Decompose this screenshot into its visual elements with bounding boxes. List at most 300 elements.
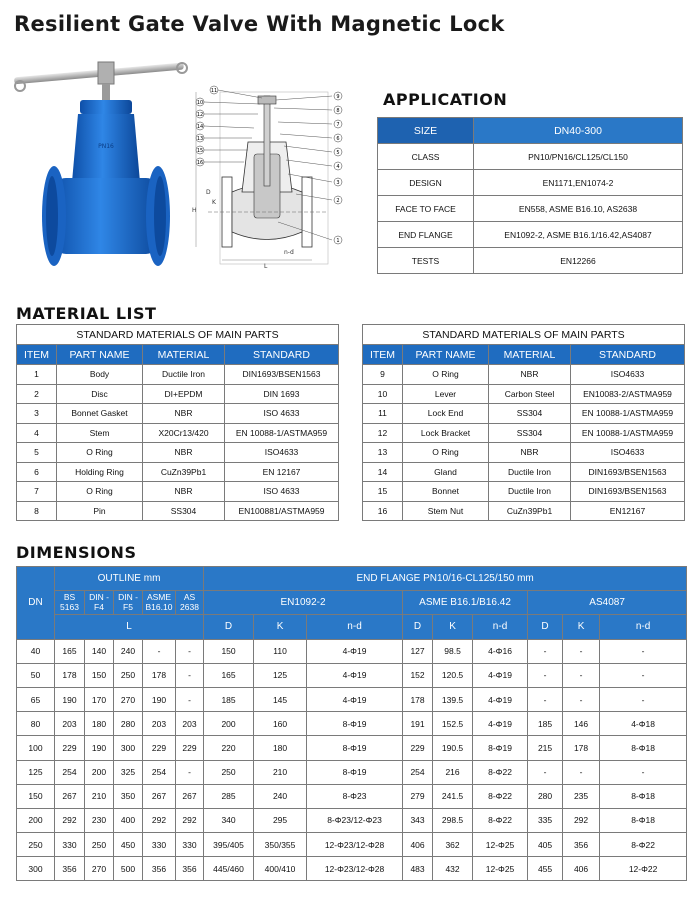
dimension-cell: - bbox=[563, 639, 600, 663]
dimension-cell: 8-Φ22 bbox=[600, 833, 687, 857]
dimension-cell: - bbox=[528, 760, 563, 784]
dn-cell: 200 bbox=[17, 808, 55, 832]
dimension-cell: 4-Φ19 bbox=[473, 663, 528, 687]
part-name: Holding Ring bbox=[57, 462, 143, 482]
dimension-cell: 406 bbox=[563, 857, 600, 881]
dimension-cell: 8-Φ22 bbox=[473, 760, 528, 784]
outline-col-din-f5: DIN -F5 bbox=[114, 591, 143, 615]
dimension-cell: - bbox=[176, 663, 204, 687]
application-heading: APPLICATION bbox=[383, 90, 508, 109]
material-row bbox=[17, 443, 339, 463]
application-label: TESTS bbox=[378, 248, 474, 274]
dimension-cell: 4-Φ19 bbox=[307, 663, 403, 687]
dimension-cell: 8-Φ19 bbox=[473, 736, 528, 760]
application-row bbox=[378, 144, 683, 170]
dimension-row bbox=[17, 712, 687, 736]
part-name: Lock Bracket bbox=[403, 423, 489, 443]
standard: EN 10088-1/ASTMA959 bbox=[225, 423, 339, 443]
dimension-cell: 185 bbox=[204, 687, 254, 711]
item-number: 15 bbox=[363, 482, 403, 502]
dimension-cell: 190 bbox=[85, 736, 114, 760]
svg-text:9: 9 bbox=[336, 94, 340, 100]
item-number: 9 bbox=[363, 365, 403, 385]
dimension-cell: - bbox=[600, 760, 687, 784]
dimension-cell: 8-Φ22 bbox=[473, 808, 528, 832]
materials-caption: STANDARD MATERIALS OF MAIN PARTS bbox=[17, 325, 339, 345]
column-header: MATERIAL bbox=[143, 345, 225, 365]
standard: ISO4633 bbox=[571, 443, 685, 463]
dimension-cell: 12-Φ25 bbox=[473, 857, 528, 881]
dimension-cell: - bbox=[600, 663, 687, 687]
application-value: PN10/PN16/CL125/CL150 bbox=[474, 144, 683, 170]
material-row bbox=[17, 384, 339, 404]
dimension-cell: 432 bbox=[433, 857, 473, 881]
dimension-cell: 146 bbox=[563, 712, 600, 736]
dimension-cell: - bbox=[563, 687, 600, 711]
material: Ductile Iron bbox=[489, 462, 571, 482]
part-name: Stem bbox=[57, 423, 143, 443]
group-as4087: AS4087 bbox=[528, 591, 687, 615]
dimension-cell: 110 bbox=[254, 639, 307, 663]
materials-right-body bbox=[363, 365, 685, 521]
part-name: Gland bbox=[403, 462, 489, 482]
material: SS304 bbox=[489, 404, 571, 424]
dimension-cell: 160 bbox=[254, 712, 307, 736]
sub-col-d: D bbox=[403, 615, 433, 639]
part-name: Bonnet Gasket bbox=[57, 404, 143, 424]
svg-text:n-d: n-d bbox=[284, 249, 294, 256]
dimension-cell: 280 bbox=[114, 712, 143, 736]
dimension-cell: 292 bbox=[55, 808, 85, 832]
item-number: 16 bbox=[363, 501, 403, 521]
dimension-cell: - bbox=[600, 639, 687, 663]
standard: EN10083-2/ASTMA959 bbox=[571, 384, 685, 404]
sub-col-k: K bbox=[254, 615, 307, 639]
item-number: 7 bbox=[17, 482, 57, 502]
dimension-cell: 270 bbox=[114, 687, 143, 711]
dimension-cell: 229 bbox=[55, 736, 85, 760]
part-name: O Ring bbox=[403, 365, 489, 385]
part-name: Stem Nut bbox=[403, 501, 489, 521]
material-row bbox=[17, 501, 339, 521]
application-label: FACE TO FACE bbox=[378, 196, 474, 222]
dimension-cell: 229 bbox=[403, 736, 433, 760]
dimension-cell: 455 bbox=[528, 857, 563, 881]
length-header: L bbox=[55, 615, 204, 639]
item-number: 11 bbox=[363, 404, 403, 424]
dimension-cell: 170 bbox=[85, 687, 114, 711]
sub-col-d: D bbox=[528, 615, 563, 639]
dimensions-body bbox=[17, 639, 687, 881]
dimension-cell: 150 bbox=[204, 639, 254, 663]
dimension-cell: - bbox=[600, 687, 687, 711]
standard: ISO4633 bbox=[225, 443, 339, 463]
application-label: DESIGN bbox=[378, 170, 474, 196]
item-number: 14 bbox=[363, 462, 403, 482]
dimension-cell: 12-Φ22 bbox=[600, 857, 687, 881]
item-number: 13 bbox=[363, 443, 403, 463]
dimension-cell: 140 bbox=[85, 639, 114, 663]
material: SS304 bbox=[143, 501, 225, 521]
dimension-cell: 210 bbox=[254, 760, 307, 784]
part-name: O Ring bbox=[57, 482, 143, 502]
valve-cross-section-drawing bbox=[188, 82, 353, 272]
dimension-cell: - bbox=[176, 639, 204, 663]
dimension-cell: 483 bbox=[403, 857, 433, 881]
material: DI+EPDM bbox=[143, 384, 225, 404]
dimension-cell: 292 bbox=[176, 808, 204, 832]
part-name: Lock End bbox=[403, 404, 489, 424]
dimension-cell: 8-Φ22 bbox=[473, 784, 528, 808]
dimension-cell: 400 bbox=[114, 808, 143, 832]
dimension-cell: 152 bbox=[403, 663, 433, 687]
dimension-cell: 8-Φ23/12-Φ23 bbox=[307, 808, 403, 832]
dimension-cell: 240 bbox=[114, 639, 143, 663]
material: NBR bbox=[489, 443, 571, 463]
dimension-cell: 240 bbox=[254, 784, 307, 808]
dn-cell: 125 bbox=[17, 760, 55, 784]
sub-col-nd: n-d bbox=[307, 615, 403, 639]
dimension-cell: 4-Φ19 bbox=[307, 639, 403, 663]
material: SS304 bbox=[489, 423, 571, 443]
dimensions-table bbox=[16, 566, 687, 881]
dimension-cell: 362 bbox=[433, 833, 473, 857]
outline-col-din-f4: DIN -F4 bbox=[85, 591, 114, 615]
dimension-row bbox=[17, 736, 687, 760]
materials-caption: STANDARD MATERIALS OF MAIN PARTS bbox=[363, 325, 685, 345]
sub-col-nd: n-d bbox=[473, 615, 528, 639]
dimension-row bbox=[17, 784, 687, 808]
application-label: CLASS bbox=[378, 144, 474, 170]
dimension-row bbox=[17, 833, 687, 857]
dimension-cell: 98.5 bbox=[433, 639, 473, 663]
materials-header-row bbox=[17, 345, 339, 365]
dimension-cell: 298.5 bbox=[433, 808, 473, 832]
material-list-heading: MATERIAL LIST bbox=[16, 304, 157, 323]
dimension-cell: 12-Φ23/12-Φ28 bbox=[307, 833, 403, 857]
dimension-cell: - bbox=[528, 639, 563, 663]
svg-text:H: H bbox=[192, 207, 197, 214]
dimension-cell: 4-Φ19 bbox=[307, 687, 403, 711]
column-header: MATERIAL bbox=[489, 345, 571, 365]
standard: ISO 4633 bbox=[225, 404, 339, 424]
item-number: 5 bbox=[17, 443, 57, 463]
column-header: STANDARD bbox=[225, 345, 339, 365]
dimension-cell: 12-Φ25 bbox=[473, 833, 528, 857]
standard: EN100881/ASTMA959 bbox=[225, 501, 339, 521]
dimension-cell: 450 bbox=[114, 833, 143, 857]
dimension-cell: 203 bbox=[55, 712, 85, 736]
item-number: 4 bbox=[17, 423, 57, 443]
column-header: STANDARD bbox=[571, 345, 685, 365]
dimension-cell: 267 bbox=[55, 784, 85, 808]
dimension-cell: 292 bbox=[563, 808, 600, 832]
svg-text:13: 13 bbox=[196, 136, 204, 142]
dimension-cell: 190.5 bbox=[433, 736, 473, 760]
outline-col-asme: ASME B16.10 bbox=[143, 591, 176, 615]
svg-text:4: 4 bbox=[336, 164, 340, 170]
material: NBR bbox=[143, 404, 225, 424]
materials-table-left bbox=[16, 324, 339, 521]
dimension-cell: 405 bbox=[528, 833, 563, 857]
dimension-cell: 254 bbox=[403, 760, 433, 784]
outline-col-bs5163: BS 5163 bbox=[55, 591, 85, 615]
dimension-cell: 254 bbox=[143, 760, 176, 784]
standard: EN12167 bbox=[571, 501, 685, 521]
material-row bbox=[17, 404, 339, 424]
materials-header-row bbox=[363, 345, 685, 365]
part-name: Lever bbox=[403, 384, 489, 404]
dimension-cell: 165 bbox=[204, 663, 254, 687]
svg-text:PN16: PN16 bbox=[98, 143, 114, 150]
standard: ISO 4633 bbox=[225, 482, 339, 502]
dimension-cell: 500 bbox=[114, 857, 143, 881]
standard: DIN 1693 bbox=[225, 384, 339, 404]
column-header: ITEM bbox=[363, 345, 403, 365]
svg-text:16: 16 bbox=[196, 160, 204, 166]
svg-text:8: 8 bbox=[336, 108, 340, 114]
dimension-cell: 250 bbox=[114, 663, 143, 687]
dimension-cell: 229 bbox=[176, 736, 204, 760]
dimension-cell: 330 bbox=[143, 833, 176, 857]
dimension-cell: 180 bbox=[254, 736, 307, 760]
application-row bbox=[378, 222, 683, 248]
dimension-cell: 4-Φ16 bbox=[473, 639, 528, 663]
material-row bbox=[363, 365, 685, 385]
dimension-cell: 356 bbox=[143, 857, 176, 881]
application-table bbox=[377, 117, 683, 274]
dimension-row bbox=[17, 687, 687, 711]
dn-cell: 40 bbox=[17, 639, 55, 663]
material: Ductile Iron bbox=[489, 482, 571, 502]
material: CuZn39Pb1 bbox=[143, 462, 225, 482]
application-value: EN1171,EN1074-2 bbox=[474, 170, 683, 196]
dimension-cell: - bbox=[563, 663, 600, 687]
dimension-cell: 8-Φ19 bbox=[307, 760, 403, 784]
material-row bbox=[363, 462, 685, 482]
column-header: PART NAME bbox=[403, 345, 489, 365]
materials-left-body bbox=[17, 365, 339, 521]
material: NBR bbox=[489, 365, 571, 385]
material: X20Cr13/420 bbox=[143, 423, 225, 443]
standard: DIN1693/BSEN1563 bbox=[225, 365, 339, 385]
dimension-cell: 190 bbox=[55, 687, 85, 711]
svg-text:2: 2 bbox=[336, 198, 340, 204]
dimension-cell: 292 bbox=[143, 808, 176, 832]
material-row bbox=[17, 423, 339, 443]
part-name: Disc bbox=[57, 384, 143, 404]
dimension-cell: 178 bbox=[403, 687, 433, 711]
outline-header: OUTLINE mm bbox=[55, 567, 204, 591]
callout-right bbox=[334, 92, 342, 244]
part-name: Pin bbox=[57, 501, 143, 521]
dimension-cell: 12-Φ23/12-Φ28 bbox=[307, 857, 403, 881]
material-row bbox=[17, 462, 339, 482]
application-header-value: DN40-300 bbox=[474, 118, 683, 144]
dimension-cell: 250 bbox=[85, 833, 114, 857]
dimension-cell: 8-Φ18 bbox=[600, 736, 687, 760]
dimension-cell: 180 bbox=[85, 712, 114, 736]
dimension-cell: 185 bbox=[528, 712, 563, 736]
application-value: EN1092-2, ASME B16.1/16.42,AS4087 bbox=[474, 222, 683, 248]
svg-text:3: 3 bbox=[336, 180, 340, 186]
dn-cell: 100 bbox=[17, 736, 55, 760]
dn-cell: 80 bbox=[17, 712, 55, 736]
material: NBR bbox=[143, 443, 225, 463]
material-row bbox=[17, 365, 339, 385]
application-label: END FLANGE bbox=[378, 222, 474, 248]
dimension-cell: 295 bbox=[254, 808, 307, 832]
dimension-cell: 350 bbox=[114, 784, 143, 808]
dimension-cell: 356 bbox=[176, 857, 204, 881]
dimension-cell: 125 bbox=[254, 663, 307, 687]
dimension-cell: 395/405 bbox=[204, 833, 254, 857]
sub-col-nd: n-d bbox=[600, 615, 687, 639]
item-number: 1 bbox=[17, 365, 57, 385]
standard: EN 12167 bbox=[225, 462, 339, 482]
dimension-row bbox=[17, 663, 687, 687]
dimension-cell: 4-Φ18 bbox=[600, 712, 687, 736]
svg-text:1: 1 bbox=[336, 238, 340, 244]
standard: EN 10088-1/ASTMA959 bbox=[571, 423, 685, 443]
dimension-cell: 8-Φ18 bbox=[600, 784, 687, 808]
material-row bbox=[363, 423, 685, 443]
dimension-cell: 335 bbox=[528, 808, 563, 832]
dn-cell: 150 bbox=[17, 784, 55, 808]
part-name: Body bbox=[57, 365, 143, 385]
group-asme: ASME B16.1/B16.42 bbox=[403, 591, 528, 615]
svg-text:K: K bbox=[212, 199, 216, 206]
dimension-cell: 340 bbox=[204, 808, 254, 832]
part-name: O Ring bbox=[403, 443, 489, 463]
dimension-cell: 165 bbox=[55, 639, 85, 663]
dimension-cell: 210 bbox=[85, 784, 114, 808]
dimension-cell: 250 bbox=[204, 760, 254, 784]
sub-col-k: K bbox=[433, 615, 473, 639]
material-row bbox=[363, 482, 685, 502]
dn-cell: 50 bbox=[17, 663, 55, 687]
dimension-cell: 270 bbox=[85, 857, 114, 881]
svg-text:5: 5 bbox=[336, 150, 340, 156]
dimension-cell: 325 bbox=[114, 760, 143, 784]
dimension-cell: 4-Φ19 bbox=[473, 712, 528, 736]
material: NBR bbox=[143, 482, 225, 502]
application-value: EN558, ASME B16.10, AS2638 bbox=[474, 196, 683, 222]
material-row bbox=[17, 482, 339, 502]
material-row bbox=[363, 501, 685, 521]
application-header-label: SIZE bbox=[378, 118, 474, 144]
dimension-cell: 229 bbox=[143, 736, 176, 760]
dimension-row bbox=[17, 760, 687, 784]
dimension-cell: 285 bbox=[204, 784, 254, 808]
dimension-cell: 330 bbox=[176, 833, 204, 857]
dimension-cell: 216 bbox=[433, 760, 473, 784]
dimension-row bbox=[17, 808, 687, 832]
dimension-cell: 356 bbox=[55, 857, 85, 881]
item-number: 12 bbox=[363, 423, 403, 443]
dimension-cell: 8-Φ19 bbox=[307, 712, 403, 736]
dimension-cell: 267 bbox=[143, 784, 176, 808]
dimension-cell: 350/355 bbox=[254, 833, 307, 857]
dimension-cell: 190 bbox=[143, 687, 176, 711]
dimension-cell: 178 bbox=[143, 663, 176, 687]
dn-cell: 300 bbox=[17, 857, 55, 881]
dimension-cell: 254 bbox=[55, 760, 85, 784]
column-header: ITEM bbox=[17, 345, 57, 365]
application-row bbox=[378, 196, 683, 222]
dimension-cell: 343 bbox=[403, 808, 433, 832]
dimension-cell: - bbox=[563, 760, 600, 784]
dn-cell: 65 bbox=[17, 687, 55, 711]
application-row bbox=[378, 248, 683, 274]
dimension-cell: 127 bbox=[403, 639, 433, 663]
svg-text:6: 6 bbox=[336, 136, 340, 142]
application-value: EN12266 bbox=[474, 248, 683, 274]
dimension-cell: 203 bbox=[176, 712, 204, 736]
material: Ductile Iron bbox=[143, 365, 225, 385]
svg-text:L: L bbox=[264, 263, 268, 270]
valve-photo bbox=[8, 52, 188, 274]
dimension-cell: 4-Φ19 bbox=[473, 687, 528, 711]
dimension-row bbox=[17, 857, 687, 881]
application-row bbox=[378, 170, 683, 196]
standard: ISO4633 bbox=[571, 365, 685, 385]
column-header: PART NAME bbox=[57, 345, 143, 365]
dimension-cell: 300 bbox=[114, 736, 143, 760]
dimension-row bbox=[17, 639, 687, 663]
dimension-cell: 139.5 bbox=[433, 687, 473, 711]
material-row bbox=[363, 384, 685, 404]
outline-col-as2638: AS 2638 bbox=[176, 591, 204, 615]
end-flange-header: END FLANGE PN10/16-CL125/150 mm bbox=[204, 567, 687, 591]
dimension-cell: 8-Φ19 bbox=[307, 736, 403, 760]
dimension-cell: 267 bbox=[176, 784, 204, 808]
dn-cell: 250 bbox=[17, 833, 55, 857]
dimension-cell: 356 bbox=[563, 833, 600, 857]
application-header-row bbox=[378, 118, 683, 144]
item-number: 2 bbox=[17, 384, 57, 404]
dimension-cell: 150 bbox=[85, 663, 114, 687]
dimension-cell: 400/410 bbox=[254, 857, 307, 881]
svg-text:D: D bbox=[206, 189, 211, 196]
dimension-cell: 8-Φ18 bbox=[600, 808, 687, 832]
dimension-cell: 235 bbox=[563, 784, 600, 808]
standard: DIN1693/BSEN1563 bbox=[571, 462, 685, 482]
material-row bbox=[363, 443, 685, 463]
dimension-cell: 406 bbox=[403, 833, 433, 857]
dimension-cell: - bbox=[176, 760, 204, 784]
item-number: 3 bbox=[17, 404, 57, 424]
dimension-cell: - bbox=[143, 639, 176, 663]
page-title: Resilient Gate Valve With Magnetic Lock bbox=[14, 12, 505, 36]
svg-text:12: 12 bbox=[196, 112, 204, 118]
sub-col-k: K bbox=[563, 615, 600, 639]
dimension-cell: 8-Φ23 bbox=[307, 784, 403, 808]
svg-text:10: 10 bbox=[196, 100, 204, 106]
dimensions-heading: DIMENSIONS bbox=[16, 543, 137, 562]
dimension-cell: 280 bbox=[528, 784, 563, 808]
svg-text:11: 11 bbox=[210, 88, 218, 94]
dimension-cell: 215 bbox=[528, 736, 563, 760]
group-en1092: EN1092-2 bbox=[204, 591, 403, 615]
part-name: O Ring bbox=[57, 443, 143, 463]
dimension-cell: - bbox=[176, 687, 204, 711]
svg-text:15: 15 bbox=[196, 148, 204, 154]
dimension-cell: 178 bbox=[55, 663, 85, 687]
standard: EN 10088-1/ASTMA959 bbox=[571, 404, 685, 424]
svg-text:14: 14 bbox=[196, 124, 204, 130]
dimension-cell: 178 bbox=[563, 736, 600, 760]
